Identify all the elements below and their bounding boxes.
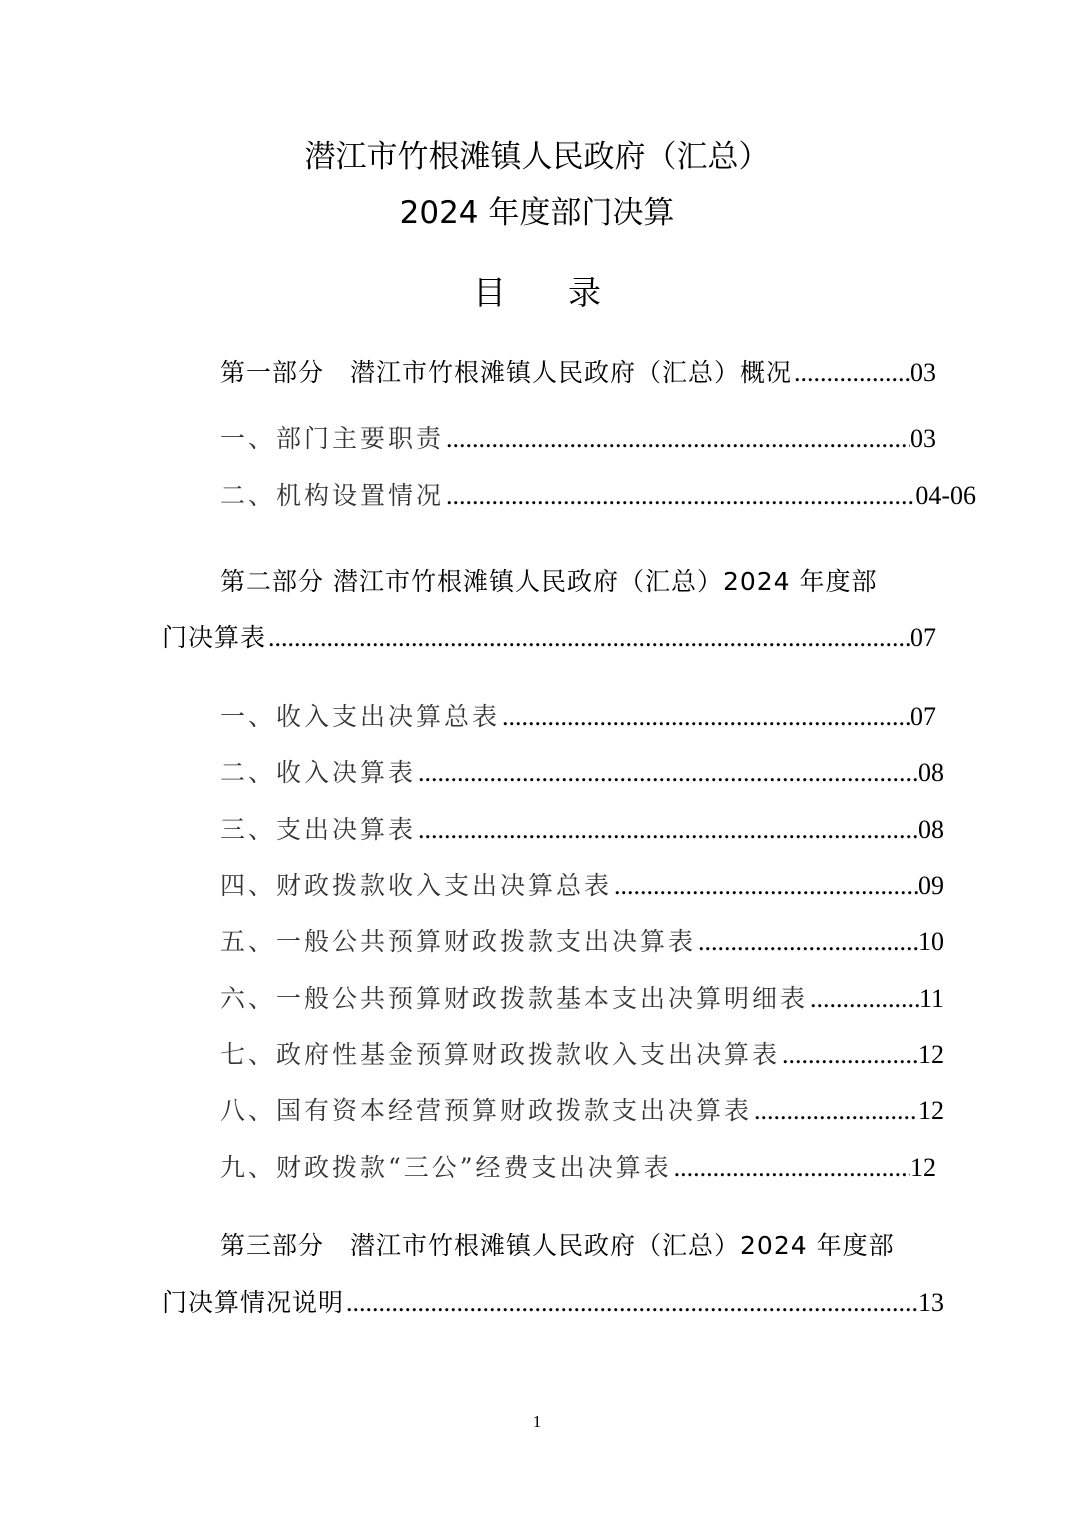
toc-entry-part2-line1[interactable]: 第二部分 潜江市竹根滩镇人民政府（汇总）2024 年度部 <box>220 567 878 596</box>
toc-entry-label: 一、收入支出决算总表 <box>220 702 501 731</box>
toc-leader-dots <box>418 753 918 793</box>
toc-entry-label: 二、收入决算表 <box>220 758 417 787</box>
toc-entry-label: 六、一般公共预算财政拨款基本支出决算明细表 <box>220 984 809 1013</box>
toc-entry-page: 13 <box>918 1288 944 1317</box>
toc-entry-part1[interactable] <box>220 353 936 393</box>
toc-entry-label: 五、一般公共预算财政拨款支出决算表 <box>220 927 697 956</box>
toc-entry-label: 一、部门主要职责 <box>220 424 445 453</box>
toc-leader-dots <box>502 697 910 737</box>
toc-entry-part2-item9[interactable] <box>220 1148 936 1188</box>
toc-leader-dots <box>418 810 918 850</box>
toc-entry-label: 三、支出决算表 <box>220 815 417 844</box>
toc-entry-page: 08 <box>918 758 944 787</box>
toc-entry-page: 10 <box>918 927 944 956</box>
toc-entry-page: 03 <box>910 424 936 453</box>
toc-entry-part2-item7[interactable] <box>220 1035 944 1075</box>
page-number: 1 <box>532 1412 542 1431</box>
toc-leader-dots <box>446 419 910 459</box>
document-title-line2: 2024 年度部门决算 <box>399 195 675 231</box>
toc-entry-part1-item2[interactable] <box>220 476 976 516</box>
toc-leader-dots <box>698 922 918 962</box>
toc-entry-part3-line1[interactable]: 第三部分 潜江市竹根滩镇人民政府（汇总）2024 年度部 <box>220 1231 895 1260</box>
toc-entry-part1-item1[interactable] <box>220 419 936 459</box>
toc-entry-part2-item5[interactable] <box>220 922 944 962</box>
toc-entry-part2-item2[interactable] <box>220 753 944 793</box>
toc-leader-dots <box>810 979 919 1019</box>
toc-entry-part2-item4[interactable] <box>220 866 944 906</box>
toc-heading: 目录 <box>473 273 663 312</box>
toc-leader-dots <box>782 1035 918 1075</box>
toc-entry-label: 二、机构设置情况 <box>220 481 445 510</box>
toc-entry-label: 门决算表 <box>162 623 267 652</box>
toc-entry-label: 门决算情况说明 <box>162 1288 345 1317</box>
toc-entry-part2-item6[interactable] <box>220 979 944 1019</box>
toc-leader-dots <box>614 866 918 906</box>
toc-entry-part3[interactable] <box>162 1283 944 1323</box>
toc-entry-page: 11 <box>918 984 944 1013</box>
toc-leader-dots <box>794 353 910 393</box>
toc-leader-dots <box>268 618 910 658</box>
toc-entry-label: 八、国有资本经营预算财政拨款支出决算表 <box>220 1096 753 1125</box>
toc-entry-label: 四、财政拨款收入支出决算总表 <box>220 871 613 900</box>
toc-entry-part2-item8[interactable] <box>220 1091 944 1131</box>
toc-entry-page: 07 <box>910 623 936 652</box>
toc-entry-part2-item3[interactable] <box>220 810 944 850</box>
toc-entry-page: 08 <box>918 815 944 844</box>
toc-entry-part2[interactable] <box>162 618 936 658</box>
toc-entry-page: 07 <box>910 702 936 731</box>
toc-leader-dots <box>346 1283 918 1323</box>
toc-entry-page: 12 <box>918 1096 944 1125</box>
toc-entry-label: 第一部分 潜江市竹根滩镇人民政府（汇总）概况 <box>220 358 793 387</box>
toc-entry-page: 09 <box>918 871 944 900</box>
toc-entry-label: 九、财政拨款“三公”经费支出决算表 <box>220 1153 672 1182</box>
toc-leader-dots <box>754 1091 918 1131</box>
document-title-line1: 潜江市竹根滩镇人民政府（汇总） <box>304 139 770 175</box>
toc-leader-dots <box>446 476 915 516</box>
toc-entry-part2-item1[interactable] <box>220 697 936 737</box>
toc-entry-page: 12 <box>910 1153 936 1182</box>
toc-entry-label: 七、政府性基金预算财政拨款收入支出决算表 <box>220 1040 781 1069</box>
toc-leader-dots <box>674 1148 910 1188</box>
toc-entry-page: 12 <box>918 1040 944 1069</box>
toc-entry-page: 03 <box>910 358 936 387</box>
toc-entry-page: 04-06 <box>915 481 976 510</box>
